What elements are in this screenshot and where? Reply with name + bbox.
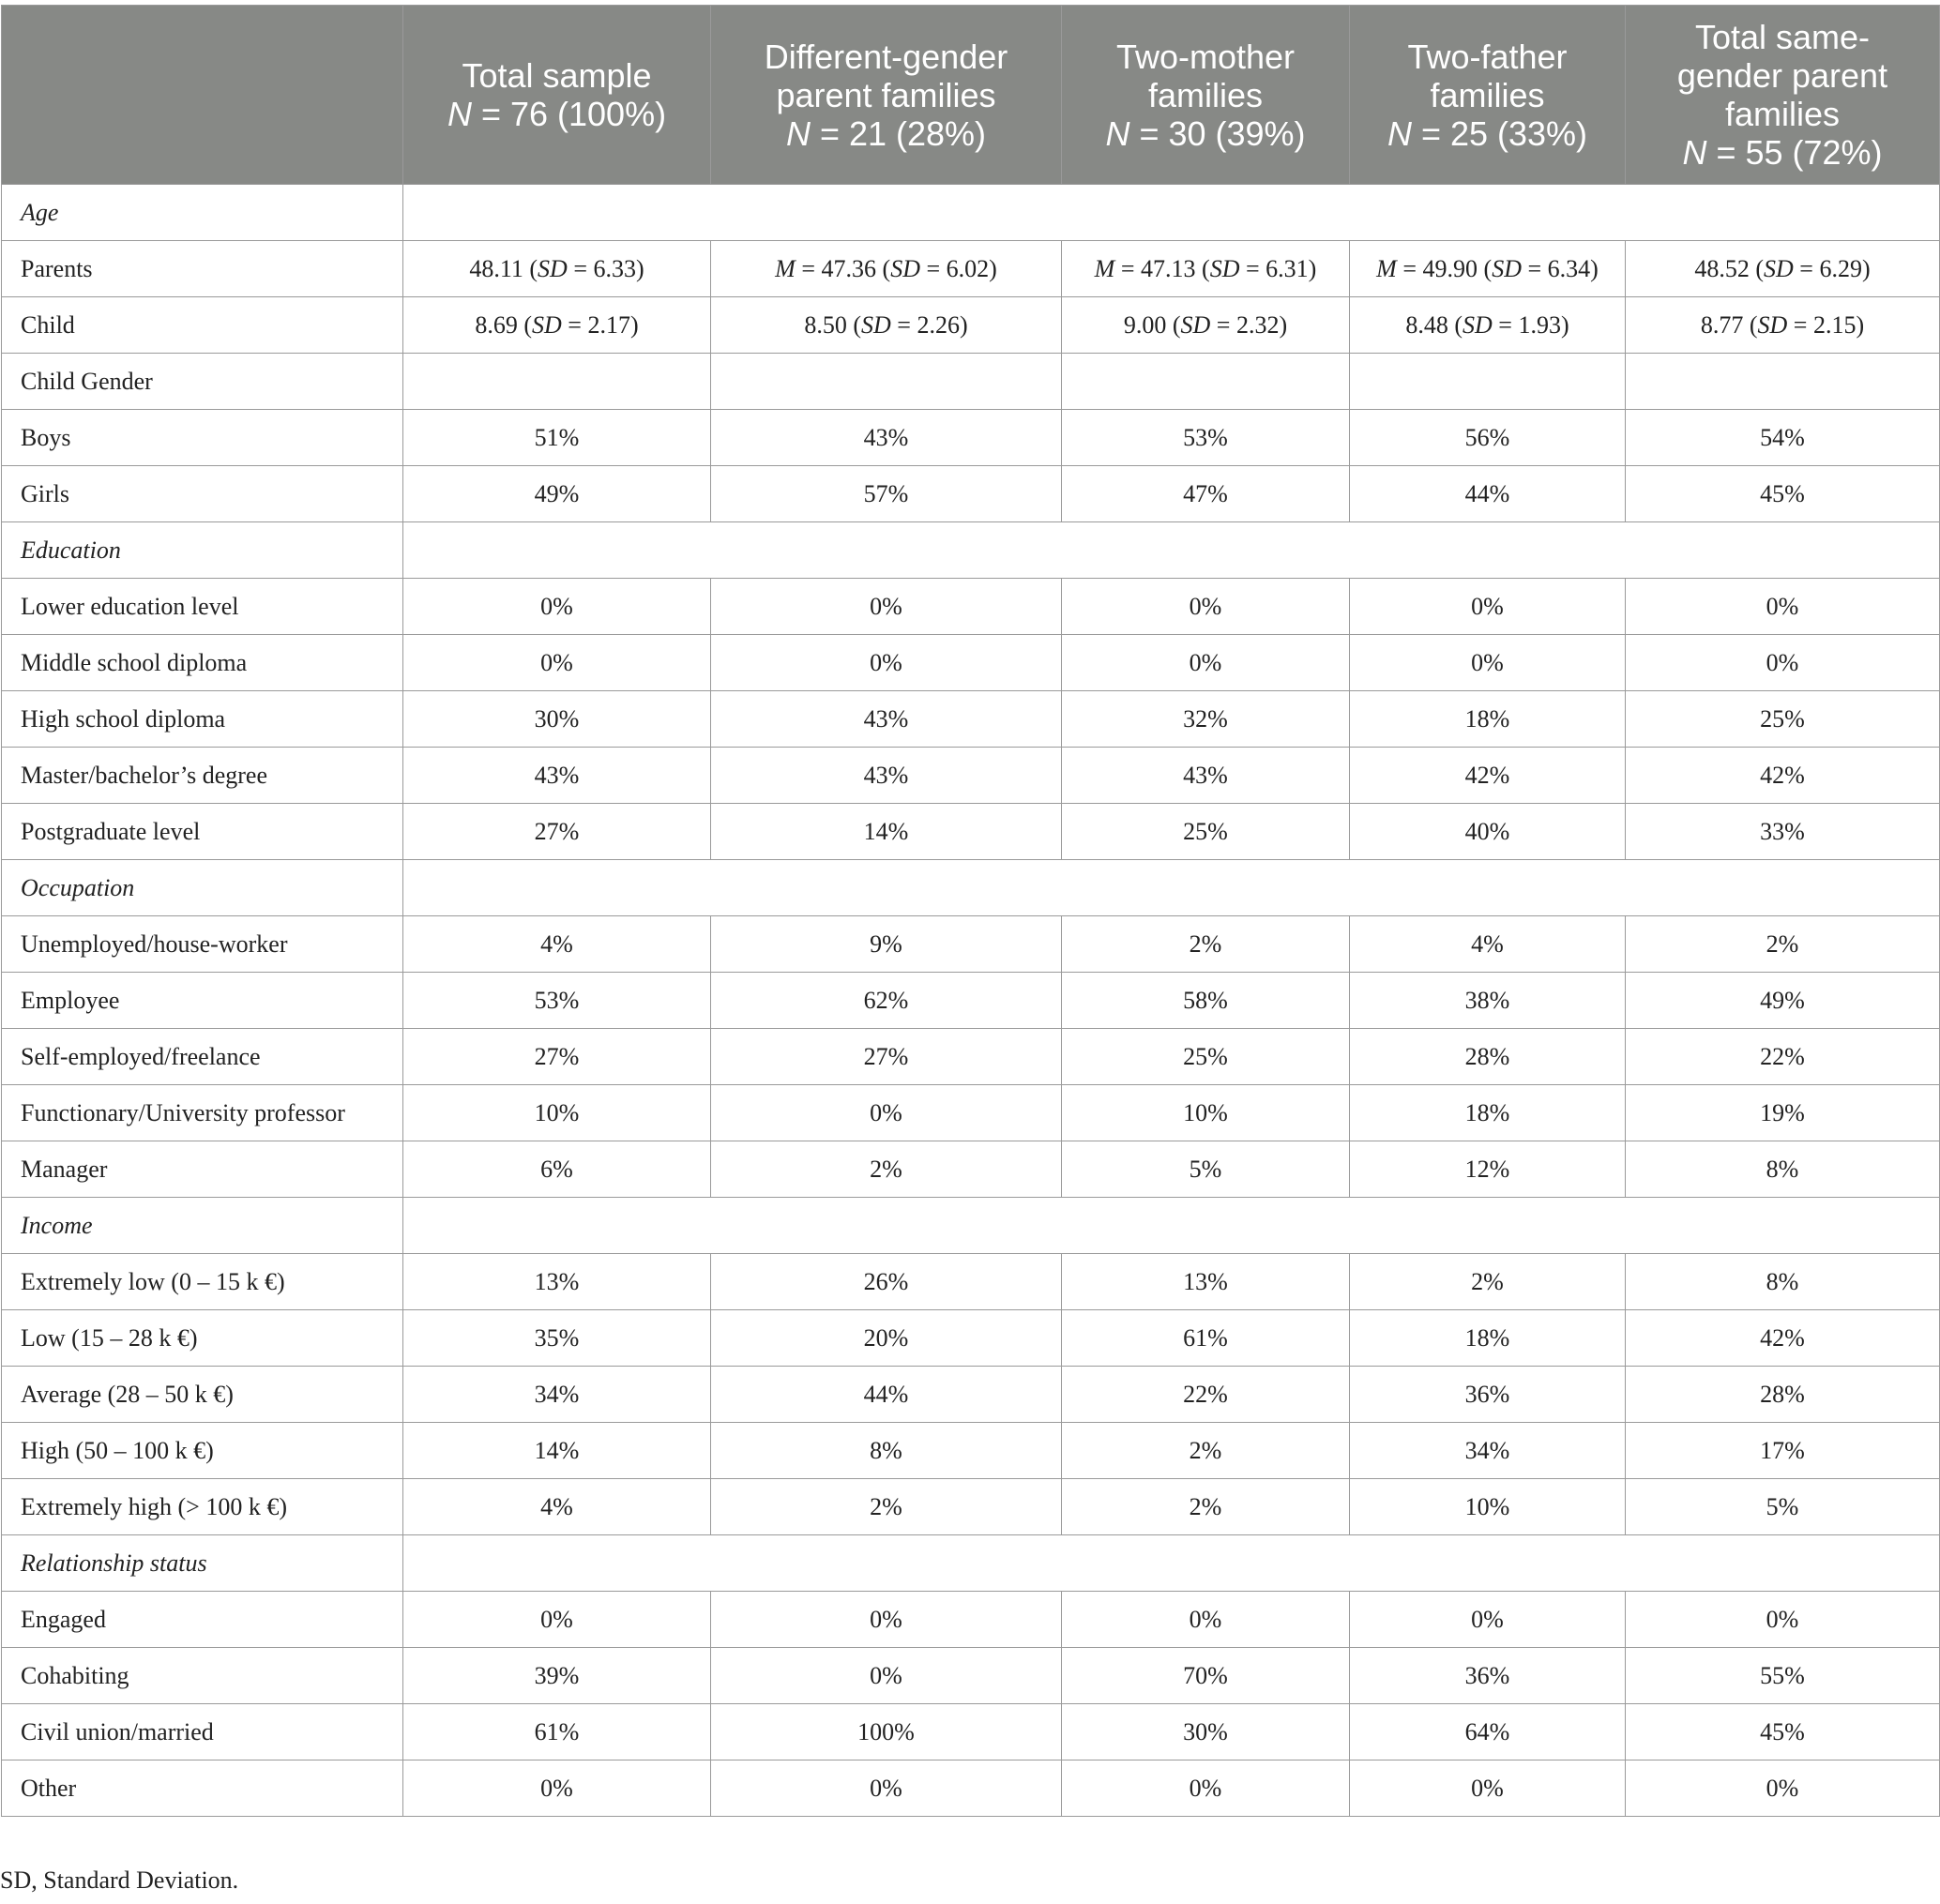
table-footnote: SD, Standard Deviation. [0,1866,239,1894]
column-header-line: families [1430,75,1545,114]
row-label: Parents [2,241,403,297]
equals-sign: = [1396,254,1423,282]
data-cell: 56% [1350,410,1626,466]
stat-cell [1350,241,1626,297]
paren-close: ) [1279,310,1288,339]
data-cell: 51% [403,410,711,466]
table-row [2,185,1940,241]
column-header-line: Two-father [1407,37,1568,76]
data-cell: 54% [1626,410,1940,466]
data-cell: 25% [1626,691,1940,748]
sd-value: 6.02 [946,254,990,282]
data-cell: 33% [1626,804,1940,860]
data-cell: 4% [403,916,711,973]
paren-open: ( [1478,254,1493,282]
sd-symbol: SD [538,254,568,282]
data-cell: 2% [1062,1423,1350,1479]
data-cell: 0% [403,579,711,635]
sd-symbol: SD [1492,254,1522,282]
empty-cell [1626,354,1940,410]
data-cell: 14% [711,804,1062,860]
data-cell: 27% [403,1029,711,1085]
data-cell: 4% [1350,916,1626,973]
row-label: Functionary/University professor [2,1085,403,1141]
mean-value: 8.50 [804,310,847,339]
table-row [2,1254,1940,1310]
paren-close: ) [959,310,968,339]
mean-value: 48.11 [469,254,523,282]
data-cell: 2% [711,1479,1062,1535]
paren-open: ( [523,254,538,282]
table-row [2,1423,1940,1479]
table-wrapper [0,5,1940,1817]
data-cell: 30% [1062,1704,1350,1760]
data-cell: 26% [711,1254,1062,1310]
equals-sign: = [890,310,917,339]
stat-cell [1062,297,1350,354]
data-cell: 42% [1626,1310,1940,1367]
mean-value: 47.13 [1141,254,1196,282]
stat-cell [711,241,1062,297]
sd-value: 2.15 [1812,310,1857,339]
section-spacer [403,185,1940,241]
data-cell: 64% [1350,1704,1626,1760]
mean-value: 8.48 [1405,310,1448,339]
row-label: Extremely low (0 – 15 k €) [2,1254,403,1310]
data-cell: 44% [711,1367,1062,1423]
data-cell: 55% [1626,1648,1940,1704]
table-row [2,410,1940,466]
column-header-line: families [1147,75,1264,114]
data-cell: 0% [711,1085,1062,1141]
empty-cell [711,354,1062,410]
stat-cell [1626,297,1940,354]
data-cell: 4% [403,1479,711,1535]
table-row [2,354,1940,410]
column-sample-size [720,114,1052,153]
row-label: Girls [2,466,403,522]
data-cell: 49% [403,466,711,522]
data-cell: 0% [1350,635,1626,691]
column-header-line: Total same- [1694,18,1871,56]
data-cell: 9% [711,916,1062,973]
data-cell: 10% [1062,1085,1350,1141]
data-cell: 2% [711,1141,1062,1198]
data-cell: 40% [1350,804,1626,860]
data-cell: 0% [1626,579,1940,635]
sd-symbol: SD [1757,310,1788,339]
table-row [2,916,1940,973]
paren-close: ) [629,310,639,339]
data-cell: 0% [403,1592,711,1648]
table-row [2,1085,1940,1141]
column-sample-size [1071,114,1340,153]
table-row [2,860,1940,916]
data-cell: 53% [403,973,711,1029]
data-cell: 36% [1350,1367,1626,1423]
data-cell: 45% [1626,1704,1940,1760]
table-row [2,1479,1940,1535]
mean-value: 8.77 [1700,310,1744,339]
equals-sign: = [795,254,822,282]
row-label: Manager [2,1141,403,1198]
equals-sign: = [1787,310,1813,339]
equals-sign: = [1239,254,1266,282]
empty-cell [403,354,711,410]
equals-sign: = [561,310,588,339]
column-sample-size [1635,133,1930,172]
sd-value: 2.26 [917,310,960,339]
row-label: Child [2,297,403,354]
data-cell: 0% [1062,579,1350,635]
sample-size-symbol: N [1105,113,1130,153]
data-cell: 49% [1626,973,1940,1029]
table-row [2,1029,1940,1085]
row-label: Boys [2,410,403,466]
sample-size-value: = 76 (100%) [471,95,667,133]
mean-value: 8.69 [475,310,518,339]
data-cell: 39% [403,1648,711,1704]
data-cell: 100% [711,1704,1062,1760]
mean-value: 9.00 [1123,310,1167,339]
data-cell: 0% [1350,1592,1626,1648]
row-label: Lower education level [2,579,403,635]
equals-sign: = [1210,310,1236,339]
sample-size-symbol: N [447,95,472,133]
paren-close: ) [1590,254,1599,282]
data-cell: 0% [711,1592,1062,1648]
data-cell: 42% [1350,748,1626,804]
data-cell: 22% [1062,1367,1350,1423]
data-cell: 0% [403,635,711,691]
data-cell: 5% [1626,1479,1940,1535]
sd-value: 1.93 [1518,310,1561,339]
table-row [2,1310,1940,1367]
data-cell: 14% [403,1423,711,1479]
mean-symbol: M [1376,254,1397,282]
table-row [2,466,1940,522]
data-cell: 42% [1626,748,1940,804]
stat-cell [403,297,711,354]
data-cell: 36% [1350,1648,1626,1704]
data-cell: 0% [711,579,1062,635]
data-cell: 0% [711,1760,1062,1817]
stat-cell [1626,241,1940,297]
mean-symbol: M [775,254,796,282]
sd-symbol: SD [1180,310,1211,339]
section-spacer [403,522,1940,579]
table-row [2,241,1940,297]
sample-size-value: = 30 (39%) [1129,113,1306,153]
table-row [2,1198,1940,1254]
data-cell: 18% [1350,1085,1626,1141]
data-cell: 27% [403,804,711,860]
data-cell: 13% [1062,1254,1350,1310]
sd-symbol: SD [1209,254,1240,282]
paren-close: ) [1560,310,1569,339]
equals-sign: = [1521,254,1548,282]
data-cell: 19% [1626,1085,1940,1141]
table-row [2,1141,1940,1198]
paren-open: ( [1195,254,1210,282]
sample-size-value: = 21 (28%) [810,113,987,153]
data-cell: 0% [1062,1592,1350,1648]
data-cell: 45% [1626,466,1940,522]
row-label: Master/bachelor’s degree [2,748,403,804]
data-cell: 17% [1626,1423,1940,1479]
row-label: High school diploma [2,691,403,748]
section-label: Occupation [2,860,403,916]
data-cell: 28% [1350,1029,1626,1085]
data-cell: 22% [1626,1029,1940,1085]
data-cell: 0% [1626,1760,1940,1817]
data-cell: 8% [1626,1141,1940,1198]
row-label: Other [2,1760,403,1817]
column-sample-size [1359,114,1615,153]
row-label: Middle school diploma [2,635,403,691]
mean-symbol: M [1094,254,1115,282]
data-cell: 12% [1350,1141,1626,1198]
data-cell: 43% [1062,748,1350,804]
equals-sign: = [1793,254,1820,282]
mean-value: 49.90 [1422,254,1478,282]
table-row [2,1760,1940,1817]
data-cell: 61% [1062,1310,1350,1367]
equals-sign: = [567,254,594,282]
section-spacer [403,1198,1940,1254]
stat-cell [403,241,711,297]
paren-close: ) [1861,254,1871,282]
data-cell: 28% [1626,1367,1940,1423]
data-cell: 32% [1062,691,1350,748]
equals-sign: = [1492,310,1519,339]
table-row [2,1367,1940,1423]
data-cell: 38% [1350,973,1626,1029]
data-cell: 61% [403,1704,711,1760]
sd-symbol: SD [890,254,920,282]
data-cell: 43% [711,691,1062,748]
row-label: Average (28 – 50 k €) [2,1367,403,1423]
data-cell: 10% [403,1085,711,1141]
stat-cell [1062,241,1350,297]
sd-symbol: SD [861,310,891,339]
data-cell: 5% [1062,1141,1350,1198]
data-cell: 25% [1062,804,1350,860]
data-cell: 13% [403,1254,711,1310]
column-header [1350,6,1626,185]
column-header [1626,6,1940,185]
table-row [2,748,1940,804]
data-cell: 43% [711,410,1062,466]
sd-value: 6.34 [1547,254,1591,282]
row-label: Self-employed/freelance [2,1029,403,1085]
equals-sign: = [919,254,947,282]
table-row [2,804,1940,860]
data-cell: 10% [1350,1479,1626,1535]
column-header-line: Two-mother [1115,37,1296,76]
corner-header-cell [2,6,403,185]
data-cell: 30% [403,691,711,748]
table-row [2,1592,1940,1648]
data-cell: 0% [1626,1592,1940,1648]
empty-cell [1062,354,1350,410]
paren-close: ) [1308,254,1317,282]
row-label: Engaged [2,1592,403,1648]
data-cell: 70% [1062,1648,1350,1704]
table-row [2,1704,1940,1760]
data-cell: 0% [1350,1760,1626,1817]
data-cell: 0% [1626,635,1940,691]
row-label: High (50 – 100 k €) [2,1423,403,1479]
section-label: Relationship status [2,1535,403,1592]
column-header [1062,6,1350,185]
row-label: Low (15 – 28 k €) [2,1310,403,1367]
section-label: Education [2,522,403,579]
sd-value: 2.32 [1235,310,1280,339]
row-label: Child Gender [2,354,403,410]
table-row [2,1535,1940,1592]
table-row [2,522,1940,579]
table-row [2,297,1940,354]
sd-value: 2.17 [587,310,630,339]
sd-value: 6.29 [1819,254,1862,282]
sample-size-value: = 55 (72%) [1706,133,1883,172]
paren-open: ( [1749,254,1765,282]
section-spacer [403,860,1940,916]
column-header [403,6,711,185]
paren-open: ( [517,310,533,339]
data-cell: 2% [1626,916,1940,973]
paren-open: ( [846,310,862,339]
data-cell: 8% [1626,1254,1940,1310]
section-label: Age [2,185,403,241]
data-cell: 35% [403,1310,711,1367]
mean-value: 47.36 [821,254,877,282]
table-header-row [2,6,1940,185]
data-cell: 0% [711,1648,1062,1704]
data-cell: 58% [1062,973,1350,1029]
data-cell: 53% [1062,410,1350,466]
data-cell: 44% [1350,466,1626,522]
sd-symbol: SD [1764,254,1794,282]
sample-size-value: = 25 (33%) [1411,113,1588,153]
data-cell: 43% [403,748,711,804]
data-cell: 57% [711,466,1062,522]
stat-cell [711,297,1062,354]
table-row [2,1648,1940,1704]
sd-symbol: SD [532,310,562,339]
sample-size-symbol: N [785,113,811,153]
row-label: Employee [2,973,403,1029]
data-cell: 18% [1350,1310,1626,1367]
equals-sign: = [1114,254,1142,282]
data-cell: 27% [711,1029,1062,1085]
data-cell: 34% [1350,1423,1626,1479]
row-label: Cohabiting [2,1648,403,1704]
column-header-line: Different-gender [764,37,1008,76]
stat-cell [1350,297,1626,354]
paren-open: ( [1447,310,1463,339]
column-header-line: families [1724,95,1841,133]
data-cell: 47% [1062,466,1350,522]
paren-open: ( [876,254,891,282]
paren-close: ) [636,254,644,282]
row-label: Unemployed/house-worker [2,916,403,973]
section-spacer [403,1535,1940,1592]
row-label: Civil union/married [2,1704,403,1760]
data-cell: 6% [403,1141,711,1198]
sample-size-symbol: N [1682,133,1707,172]
column-header-line: Total sample [462,56,652,95]
data-cell: 0% [403,1760,711,1817]
data-cell: 8% [711,1423,1062,1479]
data-cell: 2% [1062,1479,1350,1535]
data-cell: 2% [1062,916,1350,973]
data-cell: 34% [403,1367,711,1423]
sd-value: 6.33 [593,254,636,282]
column-header [711,6,1062,185]
paren-close: ) [1856,310,1865,339]
section-label: Income [2,1198,403,1254]
sd-symbol: SD [1463,310,1493,339]
row-label: Extremely high (> 100 k €) [2,1479,403,1535]
paren-close: ) [989,254,997,282]
column-header-line: gender parent [1676,56,1888,95]
data-cell: 43% [711,748,1062,804]
table-row [2,691,1940,748]
column-sample-size [413,95,701,133]
data-cell: 0% [711,635,1062,691]
data-cell: 62% [711,973,1062,1029]
data-cell: 2% [1350,1254,1626,1310]
data-cell: 0% [1350,579,1626,635]
mean-value: 48.52 [1694,254,1750,282]
column-header-line: parent families [776,75,996,114]
row-label: Postgraduate level [2,804,403,860]
empty-cell [1350,354,1626,410]
sd-value: 6.31 [1266,254,1309,282]
table-row [2,973,1940,1029]
data-cell: 0% [1062,635,1350,691]
data-cell: 25% [1062,1029,1350,1085]
data-cell: 0% [1062,1760,1350,1817]
paren-open: ( [1743,310,1758,339]
paren-open: ( [1166,310,1181,339]
data-cell: 18% [1350,691,1626,748]
table-row [2,579,1940,635]
sample-size-symbol: N [1387,113,1412,153]
data-cell: 20% [711,1310,1062,1367]
table-row [2,635,1940,691]
demographics-table [1,5,1940,1817]
